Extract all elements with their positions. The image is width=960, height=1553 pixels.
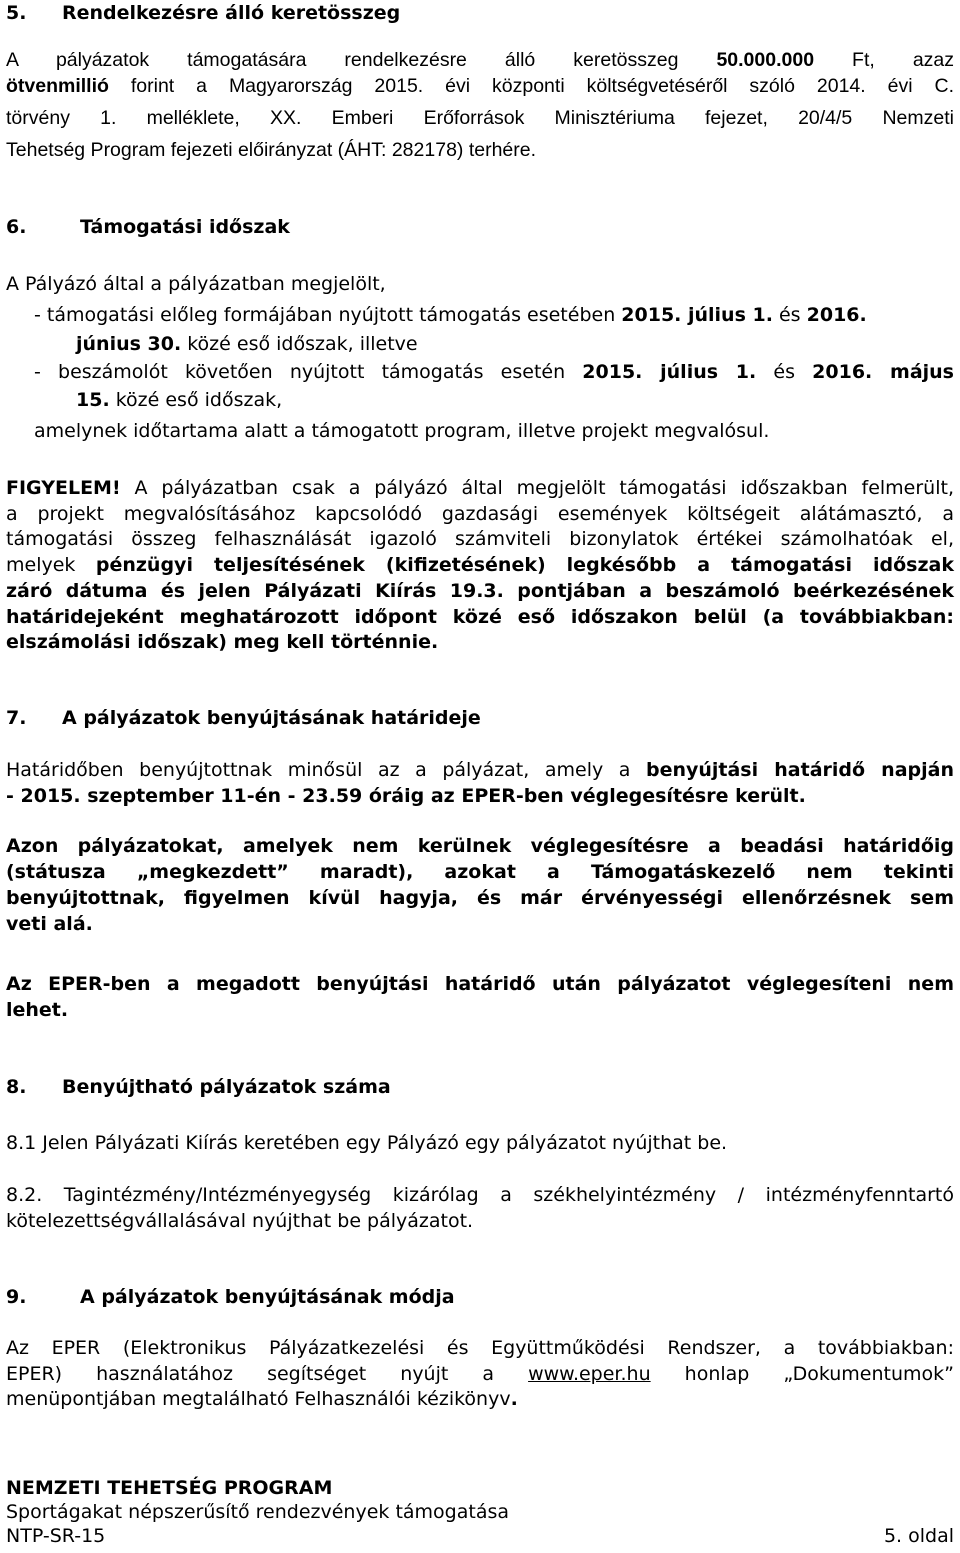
s5-line-1: A pályázatok támogatására rendelkezésre álló keretösszeg 50.000.000 Ft, azaz xyxy=(6,49,955,71)
section-title: Rendelkezésre álló keretösszeg xyxy=(62,2,401,24)
s9-line-1: Az EPER (Elektronikus Pályázatkezelési és Együttműködési Rendszer, a továbbiakban: xyxy=(6,1337,954,1359)
s7-p3-line-2: lehet. xyxy=(6,999,69,1021)
section-title: A pályázatok benyújtásának határideje xyxy=(62,707,481,729)
s7-p1-line-1: Határidőben benyújtottnak minősül az a pályázat, amely a benyújtási határidő napján xyxy=(6,759,954,781)
s6-bullet-1-line-2: június 30. közé eső időszak, illetve xyxy=(76,333,418,355)
section-title: A pályázatok benyújtásának módja xyxy=(80,1286,455,1308)
section-6-heading xyxy=(6,214,954,240)
s6-bullet-1-line-1: - támogatási előleg formájában nyújtott támogatás esetében 2015. július 1. és 2016. xyxy=(34,304,867,326)
s6-warning-line-3: támogatási összeg felhasználását igazoló számviteli bizonylatok értékei számolhatóak el, xyxy=(6,528,954,550)
s6-warning-line-1: FIGYELEM! A pályázatban csak a pályázó által megjelölt támogatási időszakban felmerült, xyxy=(6,477,954,499)
s7-p2-line-3: benyújtottnak, figyelmen kívül hagyja, és már érvényességi ellenőrzésnek sem xyxy=(6,887,954,909)
section-5-heading xyxy=(6,0,954,26)
s6-bullet-2-line-1: - beszámolót követően nyújtott támogatás esetén 2015. július 1. és 2016. május xyxy=(34,361,954,383)
page-number: 5. oldal xyxy=(883,1525,954,1547)
s7-p1-line-2: - 2015. szeptember 11-én - 23.59 óráig az EPER-ben véglegesítésre került. xyxy=(6,785,806,807)
s6-warning-line-7: elszámolási időszak) meg kell történnie. xyxy=(6,631,439,653)
footer-subtitle: Sportágakat népszerűsítő rendezvények támogatása xyxy=(6,1501,510,1523)
section-number: 5. xyxy=(6,2,27,24)
section-title: Támogatási időszak xyxy=(80,216,290,238)
section-number: 6. xyxy=(6,216,27,238)
s9-line-2: EPER) használatához segítséget nyújt a www.eper.hu honlap „Dokumentumok” xyxy=(6,1363,954,1385)
section-number: 9. xyxy=(6,1286,27,1308)
section-7-heading xyxy=(6,705,954,731)
s7-p3-line-1: Az EPER-ben a megadott benyújtási határidő után pályázatot véglegesíteni nem xyxy=(6,973,954,995)
footer-title: NEMZETI TEHETSÉG PROGRAM xyxy=(6,1477,333,1499)
section-number: 7. xyxy=(6,707,27,729)
footer-code-row xyxy=(6,1524,954,1548)
s6-after-bullets: amelynek időtartama alatt a támogatott program, illetve projekt megvalósul. xyxy=(34,420,770,442)
s7-p2-line-1: Azon pályázatokat, amelyek nem kerülnek véglegesítésre a beadási határidőig xyxy=(6,835,954,857)
s7-p2-line-2: (státusza „megkezdett” maradt), azokat a Támogatáskezelő nem tekinti xyxy=(6,861,954,883)
footer-code: NTP-SR-15 xyxy=(6,1525,106,1547)
s8-p1: 8.1 Jelen Pályázati Kiírás keretében egy Pályázó egy pályázatot nyújthat be. xyxy=(6,1132,728,1154)
s6-warning-line-2: a projekt megvalósításához kapcsolódó gazdasági események költségeit alátámasztó, a xyxy=(6,503,954,525)
section-8-heading xyxy=(6,1074,954,1100)
s8-p2-line-1: 8.2. Tagintézmény/Intézményegység kizárólag a székhelyintézmény / intézményfenntartó xyxy=(6,1184,954,1206)
section-number: 8. xyxy=(6,1076,27,1098)
s8-p2-line-2: kötelezettségvállalásával nyújthat be pályázatot. xyxy=(6,1210,474,1232)
s7-p2-line-4: veti alá. xyxy=(6,913,93,935)
s6-warning-line-5: záró dátuma és jelen Pályázati Kiírás 19.3. pontjában a beszámoló beérkezésének xyxy=(6,580,954,602)
section-title: Benyújtható pályázatok száma xyxy=(62,1076,391,1098)
s6-warning-line-4: melyek pénzügyi teljesítésének (kifizetésének) legkésőbb a támogatási időszak xyxy=(6,554,955,576)
s5-line-2: ötvenmillió forint a Magyarország 2015. évi központi költségvetéséről szóló 2014. évi C. xyxy=(6,75,954,97)
section-9-heading xyxy=(6,1284,954,1310)
s6-intro: A Pályázó által a pályázatban megjelölt, xyxy=(6,273,386,295)
s6-warning-line-6: határidejeként meghatározott időpont közé eső időszakon belül (a továbbiakban: xyxy=(6,606,954,628)
s9-line-3: menüpontjában megtalálható Felhasználói kézikönyv. xyxy=(6,1388,518,1410)
s5-line-3: törvény 1. melléklete, XX. Emberi Erőforrások Minisztériuma fejezet, 20/4/5 Nemzeti xyxy=(6,107,954,129)
s5-line-4: Tehetség Program fejezeti előirányzat (ÁHT: 282178) terhére. xyxy=(6,139,537,161)
eper-link[interactable]: www.eper.hu xyxy=(528,1363,651,1385)
s6-bullet-2-line-2: 15. közé eső időszak, xyxy=(76,389,283,411)
